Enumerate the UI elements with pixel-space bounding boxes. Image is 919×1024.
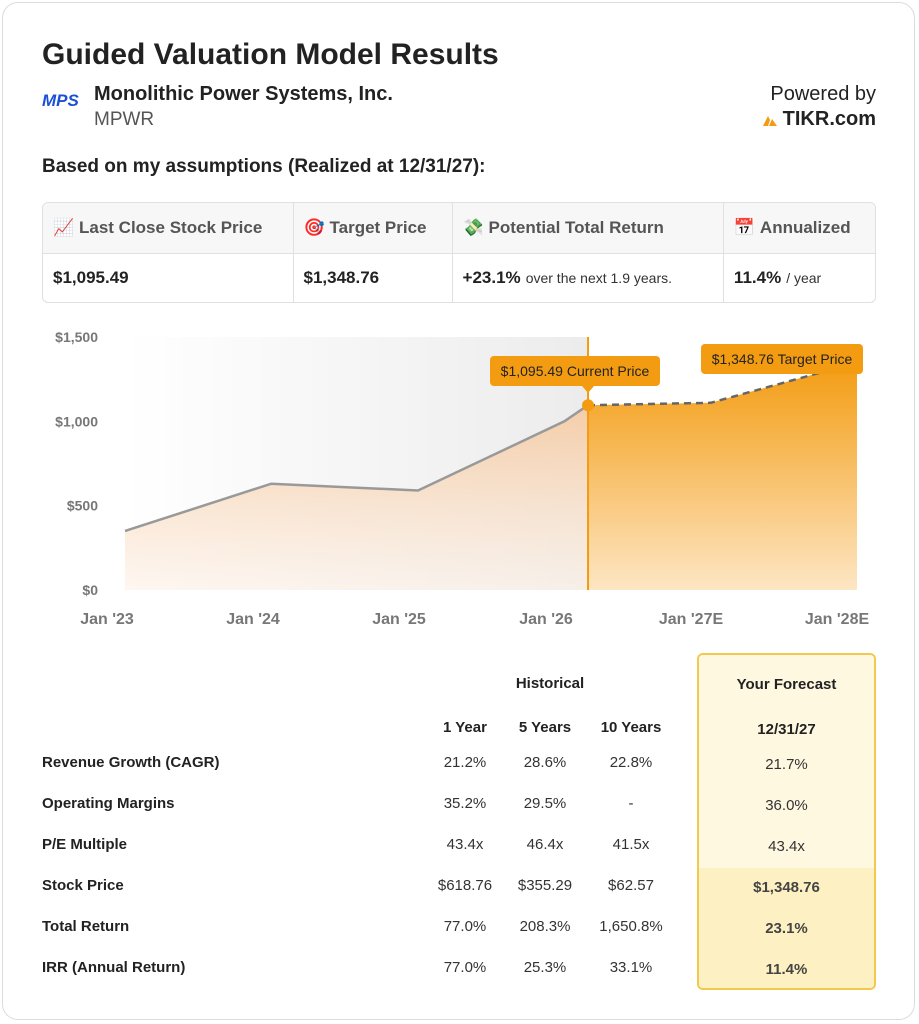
forecast-value: 23.1% — [765, 920, 808, 937]
target-price-callout-text: $1,348.76 Target Price — [711, 351, 853, 367]
historical-value: 35.2% — [443, 795, 487, 812]
chart-increasing-icon: 📈 — [53, 218, 75, 237]
forecast-value: 21.7% — [765, 756, 808, 773]
period-header: 10 Years — [600, 719, 662, 736]
forecast-value: 43.4x — [768, 838, 805, 855]
target-label: Target Price — [329, 218, 427, 237]
y-tick-label: $1,500 — [55, 329, 98, 345]
period-header: 5 Years — [518, 719, 572, 736]
forecast-header: Your Forecast — [736, 676, 837, 693]
powered-by-label: Powered by — [770, 83, 876, 105]
forecast-date-header: 12/31/27 — [757, 721, 816, 738]
total-return-value: +23.1% — [462, 268, 521, 287]
tikr-brand-label: TIKR.com — [782, 108, 876, 130]
table-row-label: Operating Margins — [42, 795, 175, 812]
x-tick-label: Jan '27E — [658, 611, 724, 628]
table-row-label: Total Return — [42, 918, 130, 935]
annualized-label: Annualized — [759, 218, 851, 237]
logo-text: MPS — [42, 92, 79, 108]
target-icon: 🎯 — [303, 218, 325, 237]
historical-value: 1,650.8% — [599, 918, 663, 935]
y-tick-label: $1,000 — [55, 413, 98, 430]
period-header: 1 Year — [443, 719, 487, 736]
historical-value: $618.76 — [437, 877, 493, 894]
forecast-value: 11.4% — [765, 961, 808, 978]
historical-value: 25.3% — [523, 959, 567, 976]
target-value: $1,348.76 — [303, 268, 380, 287]
historical-value: 41.5x — [612, 836, 650, 853]
historical-value: - — [628, 795, 634, 812]
historical-value: 22.8% — [609, 754, 653, 771]
calendar-icon: 📅 — [733, 218, 756, 237]
historical-value: 77.0% — [443, 959, 487, 976]
historical-value: 29.5% — [523, 795, 567, 812]
assumptions-label: Based on my assumptions (Realized at 12/31/27): — [42, 156, 486, 177]
historical-value: 77.0% — [443, 918, 487, 935]
x-tick-label: Jan '23 — [80, 611, 134, 628]
ticker-symbol: MPWR — [94, 109, 155, 130]
table-row-label: P/E Multiple — [42, 836, 128, 853]
last-close-label: Last Close Stock Price — [79, 218, 263, 237]
historical-value: 43.4x — [446, 836, 484, 853]
annualized-note: / year — [786, 270, 822, 286]
page-title: Guided Valuation Model Results — [42, 38, 499, 71]
x-tick-label: Jan '25 — [372, 611, 426, 628]
current-price-marker — [582, 399, 594, 411]
historical-value: 208.3% — [519, 918, 571, 935]
historical-value: $62.57 — [608, 877, 654, 894]
table-row-label: Stock Price — [42, 877, 124, 894]
company-name: Monolithic Power Systems, Inc. — [94, 83, 393, 105]
table-row-label: Revenue Growth (CAGR) — [42, 754, 220, 771]
historical-header: Historical — [515, 675, 585, 692]
money-wings-icon: 💸 — [462, 218, 484, 237]
forecast-value: $1,348.76 — [753, 879, 820, 896]
table-row-label: IRR (Annual Return) — [42, 959, 186, 976]
historical-value: 33.1% — [609, 959, 653, 976]
total-return-label: Potential Total Return — [488, 218, 664, 237]
x-tick-label: Jan '28E — [804, 611, 870, 628]
last-close-value: $1,095.49 — [53, 268, 129, 287]
y-tick-label: $500 — [66, 497, 98, 514]
x-tick-label: Jan '26 — [519, 611, 573, 628]
forecast-value: 36.0% — [765, 797, 808, 814]
y-tick-label: $0 — [82, 582, 98, 598]
historical-value: 28.6% — [523, 754, 567, 771]
current-price-callout-text: $1,095.49 Current Price — [500, 363, 650, 379]
x-tick-label: Jan '24 — [226, 611, 280, 628]
forecast-column-box — [697, 653, 876, 990]
forecast-area — [588, 363, 857, 591]
historical-value: 46.4x — [526, 836, 564, 853]
historical-value: $355.29 — [517, 877, 573, 894]
historical-value: 21.2% — [443, 754, 487, 771]
total-return-note: over the next 1.9 years. — [525, 270, 672, 286]
annualized-value: 11.4% — [733, 268, 782, 287]
